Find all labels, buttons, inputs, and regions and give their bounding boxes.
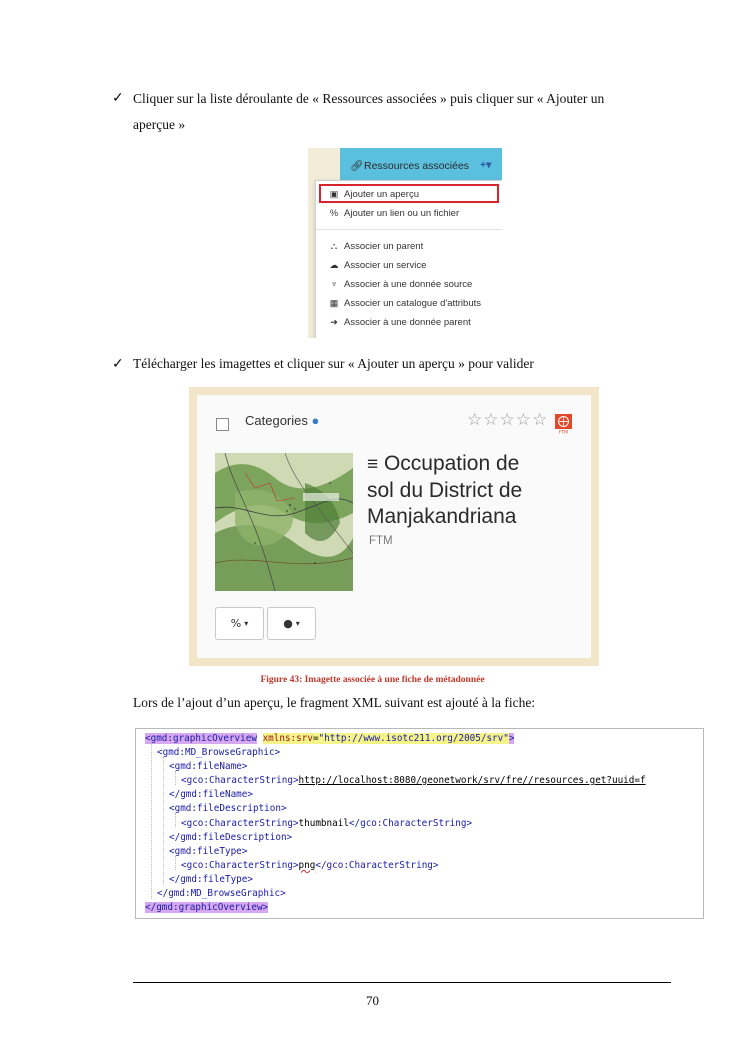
xml-line: <gco:CharacterString>png</gco:CharacterString>: [181, 860, 439, 871]
arrow-in-icon: ➜: [330, 316, 338, 327]
link-icon: 🔗︎: [350, 160, 364, 172]
categories-text: Categories: [245, 413, 308, 428]
record-organisation: FTM: [369, 535, 393, 547]
page-number: 70: [366, 993, 379, 1008]
record-card: [197, 395, 591, 658]
xml-line: </gmd:MD_BrowseGraphic>: [157, 888, 286, 899]
xml-intro-text: Lors de l’ajout d’un aperçu, le fragment XML suivant est ajouté à la fiche:: [133, 695, 536, 710]
table-icon: ▦: [329, 297, 339, 308]
menu-item-label: Associer un parent: [344, 240, 424, 252]
globe-icon: ●: [283, 617, 293, 630]
indent-guide: [163, 757, 165, 885]
title-text: Occupation de: [383, 452, 520, 475]
select-checkbox[interactable]: [216, 418, 229, 431]
source-icon: ♆: [330, 279, 338, 289]
xml-line: <gco:CharacterString>http://localhost:8080/geonetwork/srv/fre//resources.get?uuid=f: [181, 775, 646, 786]
menu-divider: [316, 229, 502, 230]
xml-line: </gmd:fileType>: [169, 874, 253, 885]
xml-line: <gmd:fileDescription>: [169, 803, 287, 814]
chevron-down-icon: ▾: [244, 619, 249, 628]
record-card-screenshot: [189, 387, 599, 666]
map-dropdown-button[interactable]: [267, 607, 316, 640]
chevron-down-icon: ▾: [295, 619, 300, 628]
database-icon: ≡: [367, 454, 379, 475]
related-resources-menu: [315, 180, 502, 338]
add-caret-icon: +▾: [480, 159, 492, 171]
menu-item-associate-parent[interactable]: [328, 238, 423, 254]
xml-line: <gco:CharacterString>thumbnail</gco:CharacterString>: [181, 818, 473, 829]
xml-line: <gmd:fileName>: [169, 761, 248, 772]
menu-item-add-link[interactable]: [328, 205, 459, 221]
globe-icon: ●: [311, 413, 320, 428]
dropdown-screenshot: [308, 148, 502, 338]
menu-item-label: Associer un catalogue d'attributs: [344, 297, 482, 309]
menu-item-label: Ajouter un aperçu: [344, 188, 419, 200]
link-icon: %: [230, 617, 242, 630]
xml-code-block: [135, 728, 704, 919]
xml-line: </gmd:fileDescription>: [169, 832, 293, 843]
footer-rule: [133, 982, 671, 983]
step1-text-line1: Cliquer sur la liste déroulante de « Ressources associées » puis cliquer sur « Ajouter un: [133, 91, 605, 106]
figure-caption: Figure 43: Imagette associée à une fiche de métadonnée: [260, 675, 485, 685]
rating-stars[interactable]: ☆☆☆☆☆: [467, 410, 549, 430]
xml-line: </gmd:fileName>: [169, 789, 253, 800]
record-title-line3: Manjakandriana: [367, 505, 517, 528]
menu-item-label: Associer à une donnée parent: [344, 316, 471, 328]
link-icon: %: [329, 208, 338, 218]
step1-text-line2: aperçue »: [133, 117, 186, 132]
ftm-logo-icon: [555, 414, 572, 434]
image-icon: ▣: [329, 188, 339, 199]
record-title-line1: [367, 451, 577, 478]
map-thumbnail[interactable]: [215, 453, 353, 591]
menu-item-associate-parent-data[interactable]: [328, 314, 471, 330]
cloud-icon: ☁: [329, 259, 339, 270]
menu-item-label: Associer à une donnée source: [344, 278, 473, 290]
sitemap-icon: ⛬: [330, 240, 338, 251]
svg-text:FTM: FTM: [558, 430, 569, 434]
check-mark-icon: ✓: [112, 91, 124, 106]
xml-line: <gmd:graphicOverview xmlns:srv="http://www.isotc211.org/2005/srv">: [145, 733, 515, 744]
related-resources-label: Ressources associées: [364, 160, 470, 172]
xml-line: <gmd:MD_BrowseGraphic>: [157, 747, 281, 758]
menu-item-label: Associer un service: [344, 259, 427, 271]
links-dropdown-button[interactable]: [215, 607, 264, 640]
menu-item-associate-service[interactable]: [328, 257, 426, 273]
indent-guide: [151, 743, 153, 899]
menu-item-associate-catalog[interactable]: [328, 295, 481, 311]
xml-line: </gmd:graphicOverview>: [145, 902, 269, 913]
menu-item-label: Ajouter un lien ou un fichier: [344, 207, 460, 219]
step2-text: Télécharger les imagettes et cliquer sur « Ajouter un aperçu » pour valider: [133, 356, 534, 371]
menu-item-add-overview[interactable]: [328, 186, 419, 202]
record-title-line2: sol du District de: [367, 479, 523, 502]
check-mark-icon: ✓: [112, 357, 124, 372]
xml-line: <gmd:fileType>: [169, 846, 248, 857]
related-resources-button[interactable]: [340, 148, 502, 182]
record-title[interactable]: [367, 451, 577, 530]
categories-label: [245, 413, 319, 428]
menu-item-associate-source[interactable]: [328, 276, 472, 292]
